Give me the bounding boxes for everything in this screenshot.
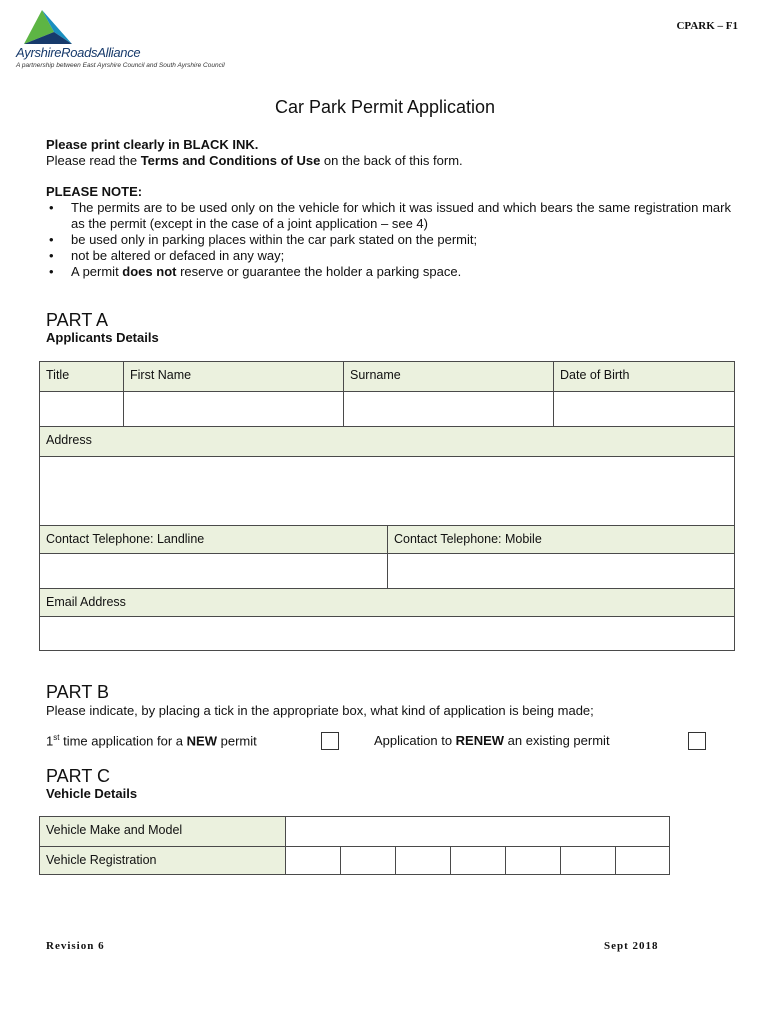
surname-label: Surname bbox=[343, 361, 554, 392]
org-name: AyrshireRoadsAlliance bbox=[16, 45, 141, 60]
mobile-label: Contact Telephone: Mobile bbox=[387, 525, 735, 554]
part-a-subheading: Applicants Details bbox=[46, 330, 159, 345]
print-instruction: Please print clearly in BLACK INK. bbox=[46, 137, 259, 152]
part-c-subheading: Vehicle Details bbox=[46, 786, 138, 801]
address-input[interactable] bbox=[39, 456, 735, 526]
landline-label: Contact Telephone: Landline bbox=[39, 525, 388, 554]
mobile-input[interactable] bbox=[387, 553, 735, 589]
surname-input[interactable] bbox=[343, 391, 554, 427]
first-name-input[interactable] bbox=[123, 391, 344, 427]
registration-char-box[interactable] bbox=[615, 846, 670, 875]
first-name-label: First Name bbox=[123, 361, 344, 392]
list-item: • A permit does not reserve or guarantee the holder a parking space. bbox=[71, 264, 731, 280]
new-permit-option-label: 1st time application for a NEW permit bbox=[46, 733, 257, 749]
title-input[interactable] bbox=[39, 391, 124, 427]
revision-label: Revision 6 bbox=[46, 940, 105, 952]
renew-permit-checkbox[interactable] bbox=[688, 732, 706, 750]
vehicle-registration-label: Vehicle Registration bbox=[39, 846, 286, 875]
org-tagline: A partnership between East Ayrshire Council and South Ayrshire Council bbox=[16, 62, 225, 69]
part-b-heading: PART B bbox=[46, 682, 110, 702]
list-item: • not be altered or defaced in any way; bbox=[71, 248, 731, 264]
title-label: Title bbox=[39, 361, 124, 392]
new-permit-checkbox[interactable] bbox=[321, 732, 339, 750]
vehicle-make-model-label: Vehicle Make and Model bbox=[39, 816, 286, 847]
list-item: • The permits are to be used only on the vehicle for which it was issued and which bears the same registration mark as the permit (except in the case of a joint application – see 4) bbox=[71, 200, 731, 232]
ayrshire-roads-alliance-logo bbox=[16, 8, 256, 72]
registration-char-box[interactable] bbox=[340, 846, 396, 875]
note-heading: PLEASE NOTE: bbox=[46, 184, 143, 199]
registration-char-box[interactable] bbox=[395, 846, 451, 875]
registration-char-box[interactable] bbox=[505, 846, 561, 875]
email-label: Email Address bbox=[39, 588, 735, 617]
terms-instruction: Please read the Terms and Conditions of Use on the back of this form. bbox=[46, 153, 463, 168]
renew-permit-option-label: Application to RENEW an existing permit bbox=[374, 733, 610, 748]
notes-list bbox=[71, 200, 731, 280]
email-input[interactable] bbox=[39, 616, 735, 651]
vehicle-make-model-input[interactable] bbox=[285, 816, 670, 847]
dob-input[interactable] bbox=[553, 391, 735, 427]
terms-link-text: Terms and Conditions of Use bbox=[140, 153, 321, 168]
dob-label: Date of Birth bbox=[553, 361, 735, 392]
registration-char-box[interactable] bbox=[560, 846, 616, 875]
list-item: • be used only in parking places within the car park stated on the permit; bbox=[71, 232, 731, 248]
registration-char-box[interactable] bbox=[285, 846, 341, 875]
part-a-heading: PART A bbox=[46, 310, 109, 330]
registration-char-box[interactable] bbox=[450, 846, 506, 875]
address-label: Address bbox=[39, 426, 735, 457]
page-title: Car Park Permit Application bbox=[274, 97, 496, 117]
part-c-heading: PART C bbox=[46, 766, 111, 786]
landline-input[interactable] bbox=[39, 553, 388, 589]
revision-date: Sept 2018 bbox=[604, 940, 659, 952]
part-b-instruction: Please indicate, by placing a tick in the appropriate box, what kind of application is being made; bbox=[46, 703, 594, 718]
mountain-logo-icon bbox=[20, 8, 80, 48]
form-reference-code: CPARK – F1 bbox=[676, 20, 738, 32]
